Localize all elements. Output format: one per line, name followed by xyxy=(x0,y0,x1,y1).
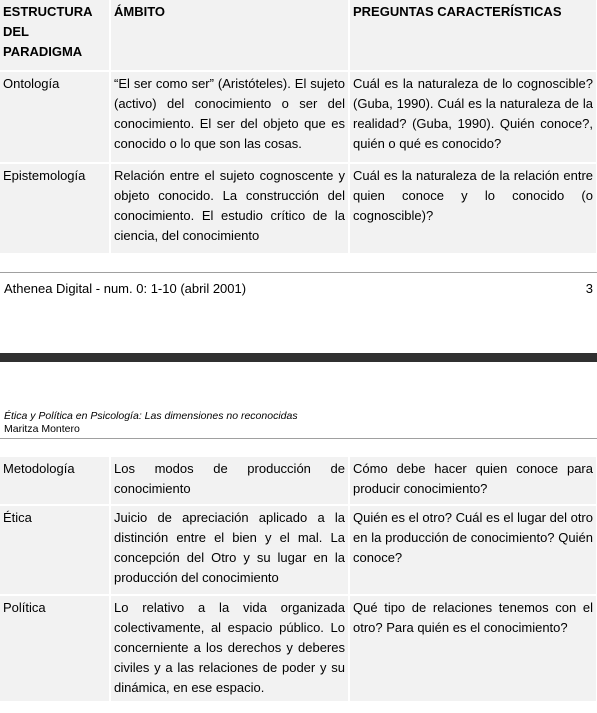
paradigm-table-bottom xyxy=(0,457,597,703)
row-preguntas: Cuál es la naturaleza de lo cognoscible? (Guba, 1990). Cuál es la naturaleza de la realidad? (Guba, 1990). Quién conoce?, quién o qué es conocido? xyxy=(349,71,597,163)
row-label: Ontología xyxy=(0,71,110,163)
row-label: Ética xyxy=(0,505,110,595)
row-ambito: “El ser como ser” (Aristóteles). El sujeto (activo) del conocimiento o ser del conocimiento. El ser del objeto que es conocido o lo que son las cosas. xyxy=(110,71,349,163)
table-row xyxy=(0,71,597,163)
footer-journal: Athenea Digital - num. 0: 1-10 (abril 2001) xyxy=(4,281,247,296)
table-row xyxy=(0,163,597,254)
footer-divider xyxy=(0,272,597,273)
row-label: Política xyxy=(0,595,110,702)
row-label: Metodología xyxy=(0,457,110,505)
row-ambito: Lo relativo a la vida organizada colectivamente, al espacio público. Lo concerniente a los derechos y deberes civiles y a las relaciones de poder y su dinámica, en ese espacio. xyxy=(110,595,349,702)
running-header-author: Maritza Montero xyxy=(4,423,80,435)
header-ambito: ÁMBITO xyxy=(110,0,349,71)
footer-page-number: 3 xyxy=(585,281,593,296)
table-row xyxy=(0,457,597,505)
row-ambito: Los modos de producción de conocimiento xyxy=(110,457,349,505)
page-break-bar xyxy=(0,353,597,362)
row-preguntas: Cuál es la naturaleza de la relación entre quien conoce y lo conocido (o cognoscible)? xyxy=(349,163,597,254)
table-row xyxy=(0,505,597,595)
row-ambito: Juicio de apreciación aplicado a la distinción entre el bien y el mal. La concepción del Otro y su lugar en la producción del conocimiento xyxy=(110,505,349,595)
header-estructura: ESTRUCTURA DEL PARADIGMA xyxy=(0,0,110,71)
header-preguntas: PREGUNTAS CARACTERÍSTICAS xyxy=(349,0,597,71)
table-header-row xyxy=(0,0,597,71)
row-ambito: Relación entre el sujeto cognoscente y objeto conocido. La construcción del conocimiento. El estudio crítico de la ciencia, del conocimiento xyxy=(110,163,349,254)
running-header-title: Ética y Política en Psicología: Las dimensiones no reconocidas xyxy=(4,410,298,422)
row-label: Epistemología xyxy=(0,163,110,254)
row-preguntas: Cómo debe hacer quien conoce para producir conocimiento? xyxy=(349,457,597,505)
paradigm-table-top xyxy=(0,0,597,255)
table-row xyxy=(0,595,597,702)
row-preguntas: Qué tipo de relaciones tenemos con el otro? Para quién es el conocimiento? xyxy=(349,595,597,702)
row-preguntas: Quién es el otro? Cuál es el lugar del otro en la producción de conocimiento? Quién conoce? xyxy=(349,505,597,595)
header-divider xyxy=(0,438,597,439)
